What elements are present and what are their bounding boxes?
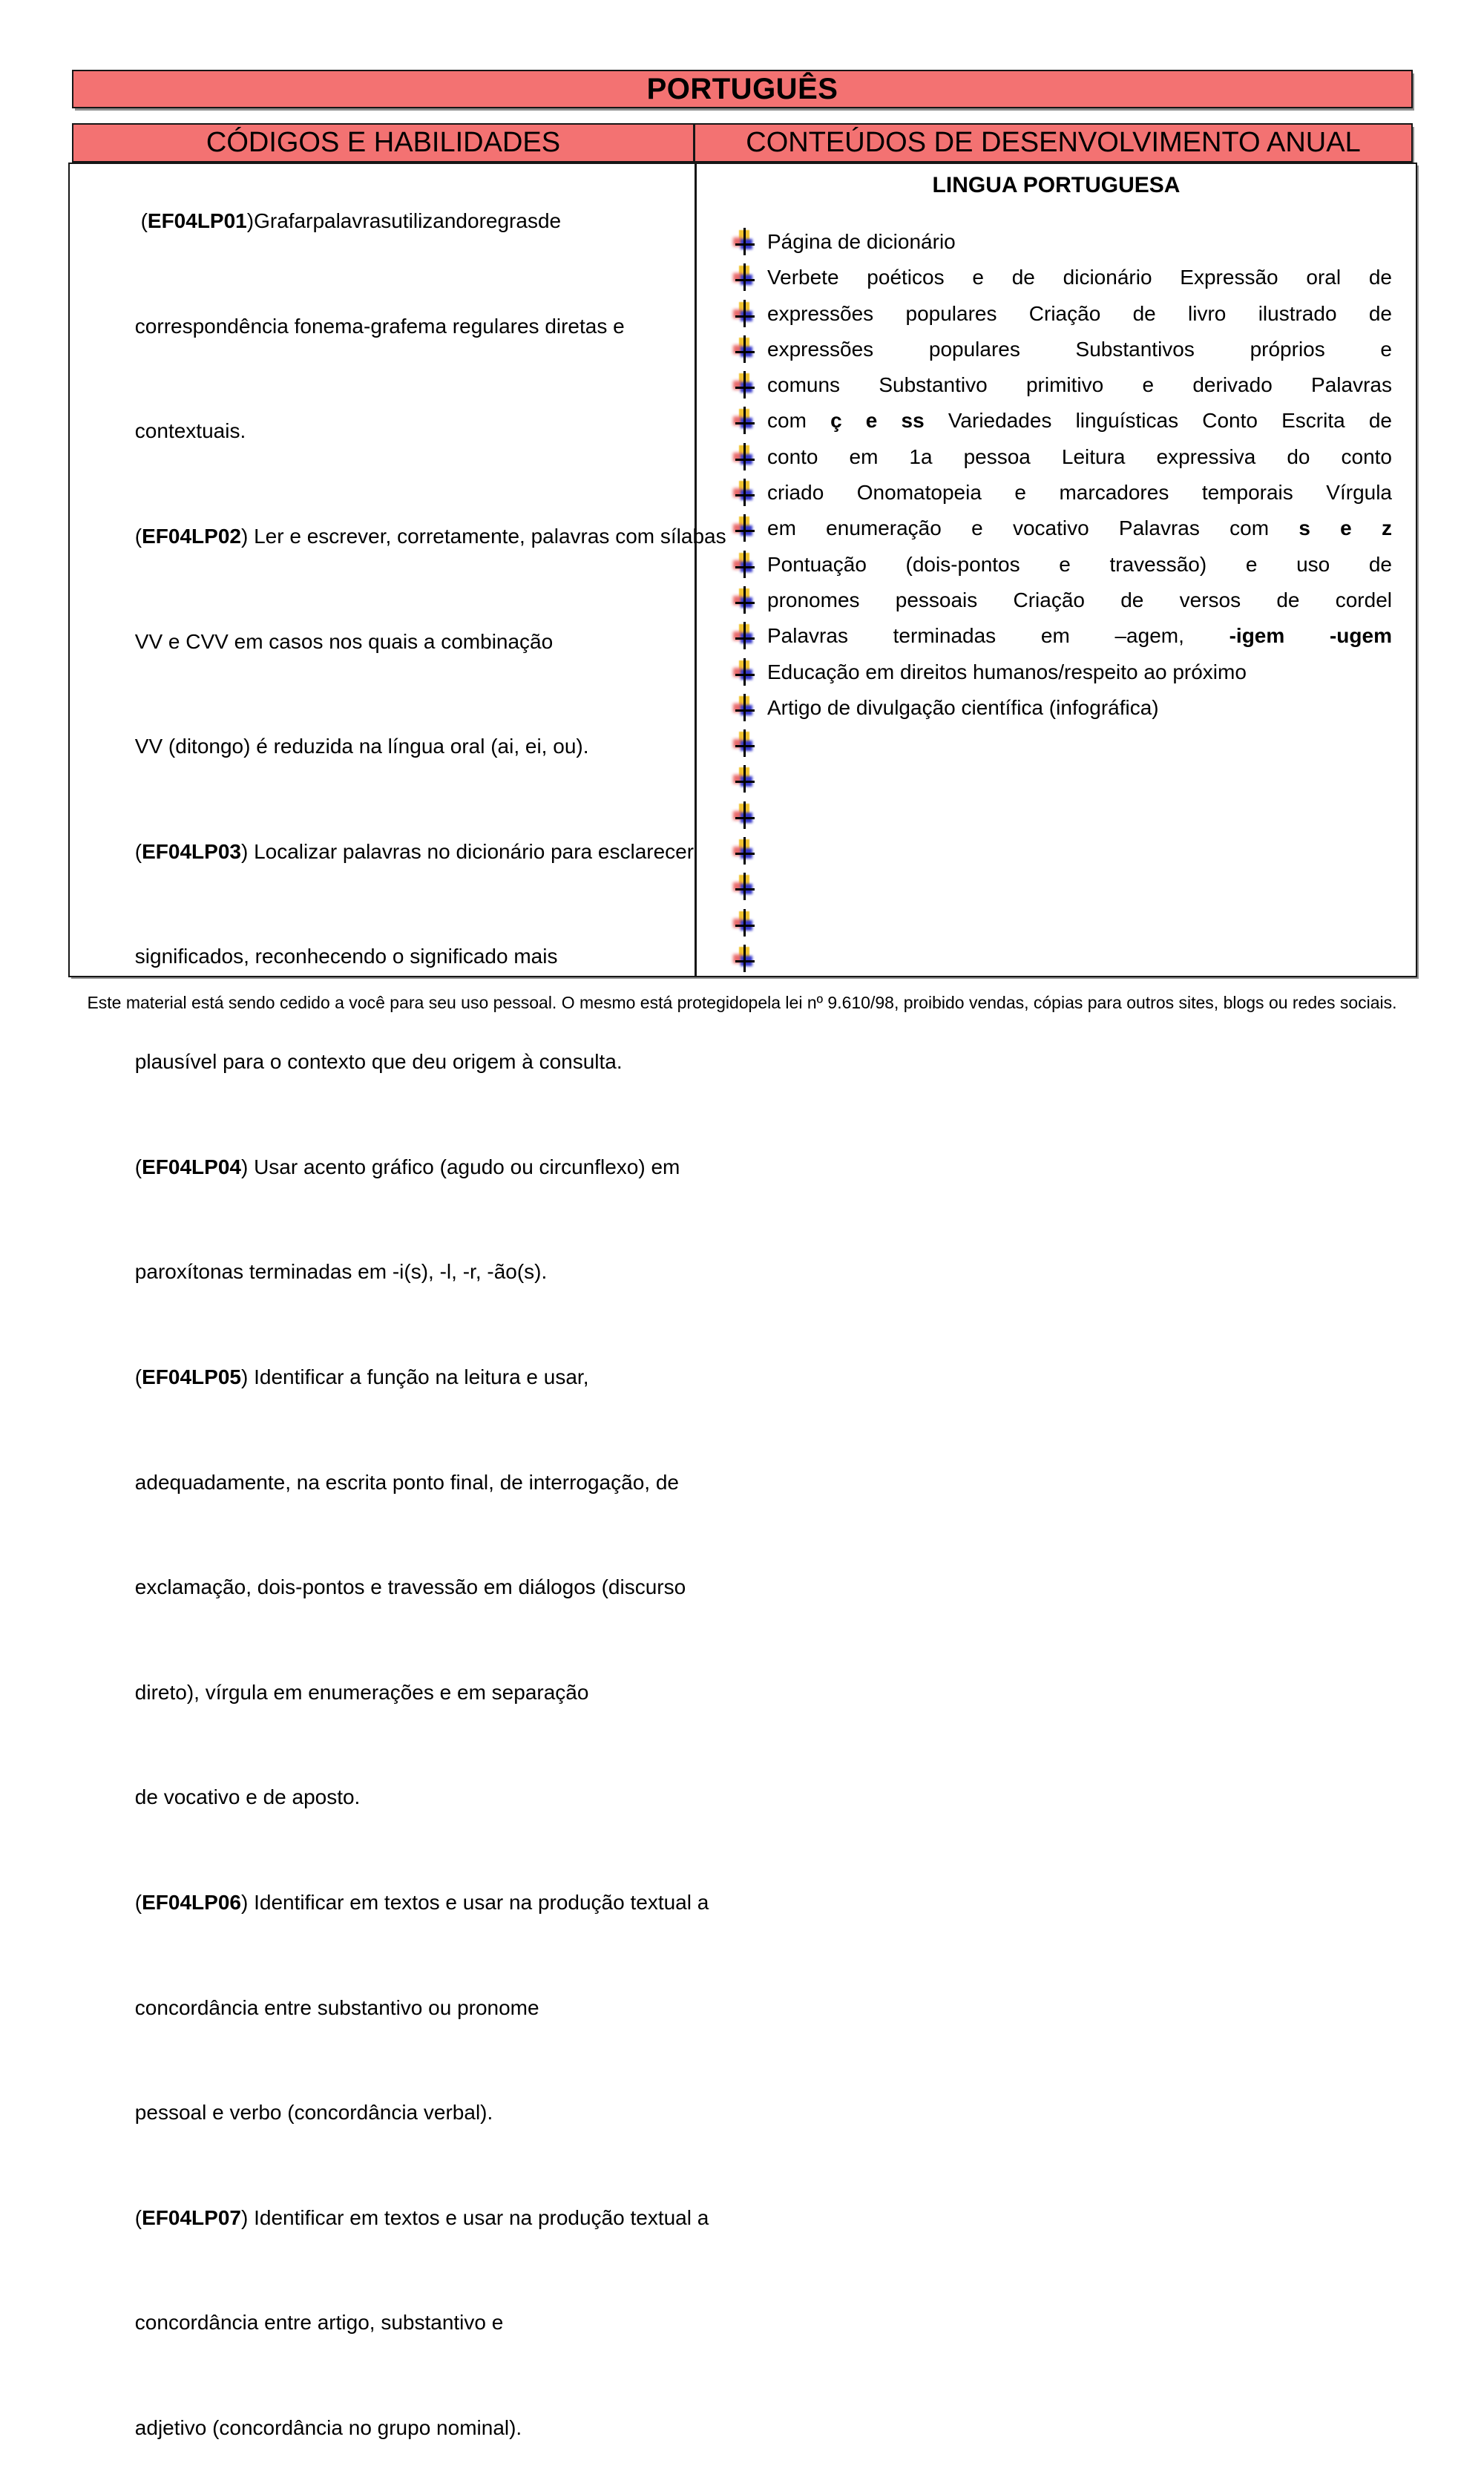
- column-header-contents-label: CONTEÚDOS DE DESENVOLVIMENTO ANUAL: [746, 127, 1361, 158]
- bullet-cross-bar: [735, 888, 755, 890]
- text-segment: expressões populares Substantivos próprios e: [767, 337, 1392, 361]
- text-segment: conto em 1a pessoa Leitura expressiva do conto: [767, 445, 1392, 468]
- text-segment: adjetivo (concordância no grupo nominal).: [134, 2416, 522, 2439]
- list-item-text: [767, 511, 1392, 545]
- colorful-cross-arrow-bullet-icon: [732, 265, 758, 290]
- section-title: LINGUA PORTUGUESA: [932, 173, 1181, 197]
- column-header-contents: [695, 123, 1413, 163]
- colorful-cross-arrow-bullet-icon: [732, 731, 758, 756]
- text-segment: ) Identificar em textos e usar na produção textual a: [240, 1890, 709, 1914]
- bullet-cross-bar: [735, 853, 755, 855]
- bullet-cross-stem: [743, 551, 746, 578]
- skill-text-line: [77, 1429, 692, 1535]
- list-item-text: [767, 619, 1392, 652]
- text-segment: -igem -ugem: [1229, 624, 1392, 648]
- list-item: [697, 368, 1416, 404]
- skill-text-line: [77, 2060, 692, 2165]
- text-segment: s e z: [1298, 516, 1392, 540]
- text-segment: Página de dicionário: [767, 230, 956, 253]
- skill-text-line: [77, 1535, 692, 1640]
- bullet-cross-stem: [743, 228, 746, 255]
- colorful-cross-arrow-bullet-icon: [732, 408, 758, 433]
- skill-text: [135, 735, 589, 758]
- text-segment: Pontuação (dois-pontos e travessão) e uso de: [767, 552, 1392, 576]
- text-segment: adequadamente, na escrita ponto final, de interrogação, de: [134, 1470, 679, 1494]
- text-segment: EF04LP05: [142, 1365, 241, 1388]
- list-item: [697, 691, 1416, 726]
- list-item: [697, 762, 1416, 798]
- bullet-cross-bar: [735, 566, 755, 568]
- colorful-cross-arrow-bullet-icon: [732, 229, 758, 255]
- bullet-cross-stem: [743, 443, 746, 470]
- bullet-cross-stem: [743, 407, 746, 434]
- bullet-cross-stem: [743, 586, 746, 614]
- skill-text: [135, 945, 558, 968]
- list-item-text: [767, 225, 1392, 258]
- text-segment: Verbete poéticos e de dicionário Expressão oral de: [767, 266, 1392, 289]
- list-item-text: [767, 332, 1392, 366]
- skill-text: [135, 2311, 504, 2334]
- skill-text-line: [77, 168, 692, 274]
- column-header-codes: [72, 123, 695, 163]
- text-segment: criado Onomatopeia e marcadores temporais Vírgula: [767, 481, 1392, 505]
- bullet-cross-bar: [735, 243, 755, 246]
- text-segment: (: [134, 1365, 142, 1388]
- bullet-cross-stem: [743, 945, 746, 972]
- bullet-cross-stem: [743, 801, 746, 829]
- list-item: [697, 548, 1416, 583]
- text-segment: correspondência fonema-grafema regulares diretas e: [134, 314, 625, 338]
- list-item-text: [767, 260, 1392, 294]
- bullet-cross-bar: [735, 925, 755, 927]
- skill-text: [135, 419, 246, 442]
- list-item: [697, 906, 1416, 942]
- text-segment: EF04LP04: [142, 1155, 241, 1178]
- skill-text: [135, 1996, 539, 2019]
- text-segment: em enumeração e vocativo Palavras com: [767, 516, 1299, 540]
- bullet-cross-bar: [735, 637, 755, 640]
- bullet-cross-bar: [735, 315, 755, 318]
- skill-text: [135, 2101, 493, 2124]
- colorful-cross-arrow-bullet-icon: [732, 516, 758, 541]
- bullet-cross-bar: [735, 602, 755, 604]
- text-segment: significados, reconhecendo o significado mais: [134, 945, 558, 968]
- text-segment: ç e ss: [830, 409, 925, 433]
- list-item-text: [767, 583, 1392, 617]
- skill-text: [135, 1155, 680, 1178]
- text-segment: (: [134, 2205, 142, 2229]
- text-segment: VV e CVV em casos nos quais a combinação: [134, 629, 554, 653]
- list-item: [697, 440, 1416, 476]
- contents-list: [697, 225, 1416, 977]
- bullet-cross-stem: [743, 622, 746, 649]
- list-item: [697, 476, 1416, 511]
- skill-text-line: [77, 2270, 692, 2375]
- text-segment: )Grafarpalavrasutilizandoregrasde: [246, 209, 562, 233]
- skill-text-line: [77, 1219, 692, 1325]
- skill-text: [135, 209, 561, 232]
- bullet-cross-bar: [735, 422, 755, 424]
- bullet-cross-stem: [743, 335, 746, 363]
- list-item-text: [767, 440, 1392, 473]
- skill-text-line: [77, 378, 692, 484]
- text-segment: expressões populares Criação de livro ilustrado de: [767, 301, 1392, 325]
- bullet-cross-stem: [743, 479, 746, 506]
- bullet-cross-stem: [743, 300, 746, 327]
- bullet-cross-bar: [735, 494, 755, 496]
- colorful-cross-arrow-bullet-icon: [732, 946, 758, 971]
- text-segment: Artigo de divulgação científica (infográfica): [767, 695, 1159, 719]
- list-item-text: [767, 404, 1392, 437]
- text-segment: (: [134, 209, 148, 233]
- skill-text: [135, 1365, 589, 1388]
- skill-text-line: [77, 274, 692, 379]
- skill-text-line: [77, 1009, 692, 1115]
- text-segment: ) Usar acento gráfico (agudo ou circunflexo) em: [240, 1155, 680, 1178]
- bullet-cross-stem: [743, 371, 746, 398]
- bullet-cross-bar: [735, 530, 755, 532]
- text-segment: ) Localizar palavras no dicionário para esclarecer: [240, 839, 695, 863]
- bullet-cross-bar: [735, 709, 755, 712]
- bullet-cross-stem: [743, 837, 746, 865]
- list-item: [697, 583, 1416, 619]
- skill-text-line: [77, 2375, 692, 2480]
- text-segment: paroxítonas terminadas em -i(s), -l, -r, -ão(s).: [134, 1260, 548, 1284]
- bullet-cross-stem: [743, 514, 746, 542]
- colorful-cross-arrow-bullet-icon: [732, 445, 758, 470]
- text-segment: (: [134, 1890, 142, 1914]
- text-segment: EF04LP01: [147, 209, 247, 233]
- bullet-cross-bar: [735, 960, 755, 962]
- text-segment: ) Identificar a função na leitura e usar,: [240, 1365, 589, 1388]
- text-segment: (: [134, 839, 142, 863]
- list-item-text: [767, 297, 1392, 330]
- text-segment: EF04LP07: [142, 2205, 241, 2229]
- list-item: [697, 619, 1416, 655]
- list-item-text: [767, 655, 1392, 689]
- skill-text-line: [77, 1114, 692, 1219]
- bullet-cross-stem: [743, 263, 746, 291]
- list-item: [697, 332, 1416, 368]
- text-segment: de vocativo e de aposto.: [134, 1785, 361, 1809]
- skill-text: [135, 840, 694, 863]
- text-segment: direto), vírgula em enumerações e em separação: [134, 1680, 589, 1704]
- contents-cell: [697, 164, 1416, 976]
- text-segment: com: [767, 409, 831, 433]
- list-item: [697, 225, 1416, 260]
- bullet-cross-bar: [735, 279, 755, 281]
- bullet-cross-bar: [735, 351, 755, 353]
- skill-text-line: [77, 588, 692, 694]
- skill-text: [135, 2416, 522, 2439]
- list-item: [697, 870, 1416, 905]
- list-item-text: [767, 476, 1392, 509]
- colorful-cross-arrow-bullet-icon: [732, 767, 758, 792]
- skill-text: [135, 1681, 589, 1704]
- colorful-cross-arrow-bullet-icon: [732, 480, 758, 505]
- bullet-cross-bar: [735, 817, 755, 819]
- document-title: PORTUGUÊS: [646, 72, 838, 105]
- text-segment: concordância entre substantivo ou pronome: [134, 1995, 539, 2019]
- bullet-cross-bar: [735, 387, 755, 389]
- colorful-cross-arrow-bullet-icon: [732, 623, 758, 649]
- list-item-text: [767, 548, 1392, 581]
- column-header-codes-label: CÓDIGOS E HABILIDADES: [206, 127, 561, 158]
- bullet-cross-bar: [735, 745, 755, 747]
- text-segment: pessoal e verbo (concordância verbal).: [134, 2101, 493, 2125]
- skill-text-line: [77, 1325, 692, 1430]
- text-segment: EF04LP02: [142, 525, 241, 548]
- text-segment: Palavras terminadas em –agem,: [767, 624, 1229, 648]
- list-item: [697, 297, 1416, 332]
- document-title-banner: [72, 70, 1413, 108]
- colorful-cross-arrow-bullet-icon: [732, 301, 758, 327]
- text-segment: ) Identificar em textos e usar na produção textual a: [240, 2205, 709, 2229]
- text-segment: ) Ler e escrever, corretamente, palavras com sílabas: [240, 525, 726, 548]
- text-segment: (: [134, 525, 142, 548]
- bullet-cross-stem: [743, 729, 746, 757]
- skill-text-line: [77, 1955, 692, 2060]
- list-item: [697, 834, 1416, 870]
- colorful-cross-arrow-bullet-icon: [732, 803, 758, 828]
- skill-text-line: [77, 1745, 692, 1850]
- table-header-row: [72, 123, 1413, 163]
- skill-text-line: [77, 694, 692, 799]
- skill-text: [135, 525, 726, 548]
- list-item: [697, 511, 1416, 547]
- text-segment: pronomes pessoais Criação de versos de cordel: [767, 588, 1392, 611]
- colorful-cross-arrow-bullet-icon: [732, 552, 758, 577]
- skill-text: [135, 315, 625, 338]
- bullet-cross-bar: [735, 674, 755, 676]
- skill-text-line: [77, 1640, 692, 1745]
- list-item: [697, 798, 1416, 834]
- skill-text-line: [77, 2165, 709, 2271]
- skill-text: [135, 630, 553, 653]
- colorful-cross-arrow-bullet-icon: [732, 911, 758, 936]
- text-segment: plausível para o contexto que deu origem à consulta.: [134, 1050, 623, 1074]
- skill-text-line: [77, 1850, 709, 1955]
- bullet-cross-stem: [743, 873, 746, 900]
- skill-text: [135, 2206, 709, 2229]
- list-item-text: [767, 691, 1392, 724]
- list-item: [697, 655, 1416, 691]
- skill-text-line: [77, 484, 726, 589]
- list-item: [697, 260, 1416, 296]
- colorful-cross-arrow-bullet-icon: [732, 337, 758, 362]
- text-segment: EF04LP06: [142, 1890, 241, 1914]
- text-segment: VV (ditongo) é reduzida na língua oral (ai, ei, ou).: [134, 735, 589, 758]
- list-item: [697, 404, 1416, 439]
- bullet-cross-stem: [743, 765, 746, 793]
- skills-cell: [70, 164, 726, 2439]
- text-segment: Variedades linguísticas Conto Escrita de: [924, 409, 1392, 433]
- list-item: [697, 942, 1416, 977]
- copyright-notice: Este material está sendo cedido a você para seu uso pessoal. O mesmo está protegidopela lei nº 9.610/98, proibido vendas, cópias para outros sites, blogs ou redes sociais.: [87, 993, 1397, 1012]
- text-segment: concordância entre artigo, substantivo e: [134, 2311, 504, 2335]
- list-item: [697, 726, 1416, 762]
- bullet-cross-stem: [743, 909, 746, 936]
- bullet-cross-stem: [743, 694, 746, 721]
- text-segment: exclamação, dois-pontos e travessão em diálogos (discurso: [134, 1575, 686, 1599]
- bullet-cross-stem: [743, 658, 746, 686]
- colorful-cross-arrow-bullet-icon: [732, 695, 758, 721]
- colorful-cross-arrow-bullet-icon: [732, 660, 758, 685]
- text-segment: comuns Substantivo primitivo e derivado Palavras: [767, 373, 1392, 397]
- colorful-cross-arrow-bullet-icon: [732, 874, 758, 899]
- text-segment: contextuais.: [134, 419, 246, 443]
- colorful-cross-arrow-bullet-icon: [732, 373, 758, 398]
- skill-text: [135, 1471, 679, 1494]
- colorful-cross-arrow-bullet-icon: [732, 588, 758, 613]
- skill-text: [135, 1575, 686, 1598]
- skill-text: [135, 1260, 547, 1283]
- text-segment: Educação em direitos humanos/respeito ao próximo: [767, 660, 1247, 683]
- text-segment: EF04LP03: [142, 839, 241, 863]
- skill-text: [135, 1785, 361, 1808]
- bullet-cross-bar: [735, 781, 755, 783]
- skill-text: [135, 1050, 623, 1073]
- text-segment: (: [134, 1155, 142, 1178]
- colorful-cross-arrow-bullet-icon: [732, 839, 758, 864]
- skill-text-line: [77, 799, 695, 905]
- skill-text: [135, 1891, 709, 1914]
- list-item-text: [767, 368, 1392, 401]
- bullet-cross-bar: [735, 459, 755, 461]
